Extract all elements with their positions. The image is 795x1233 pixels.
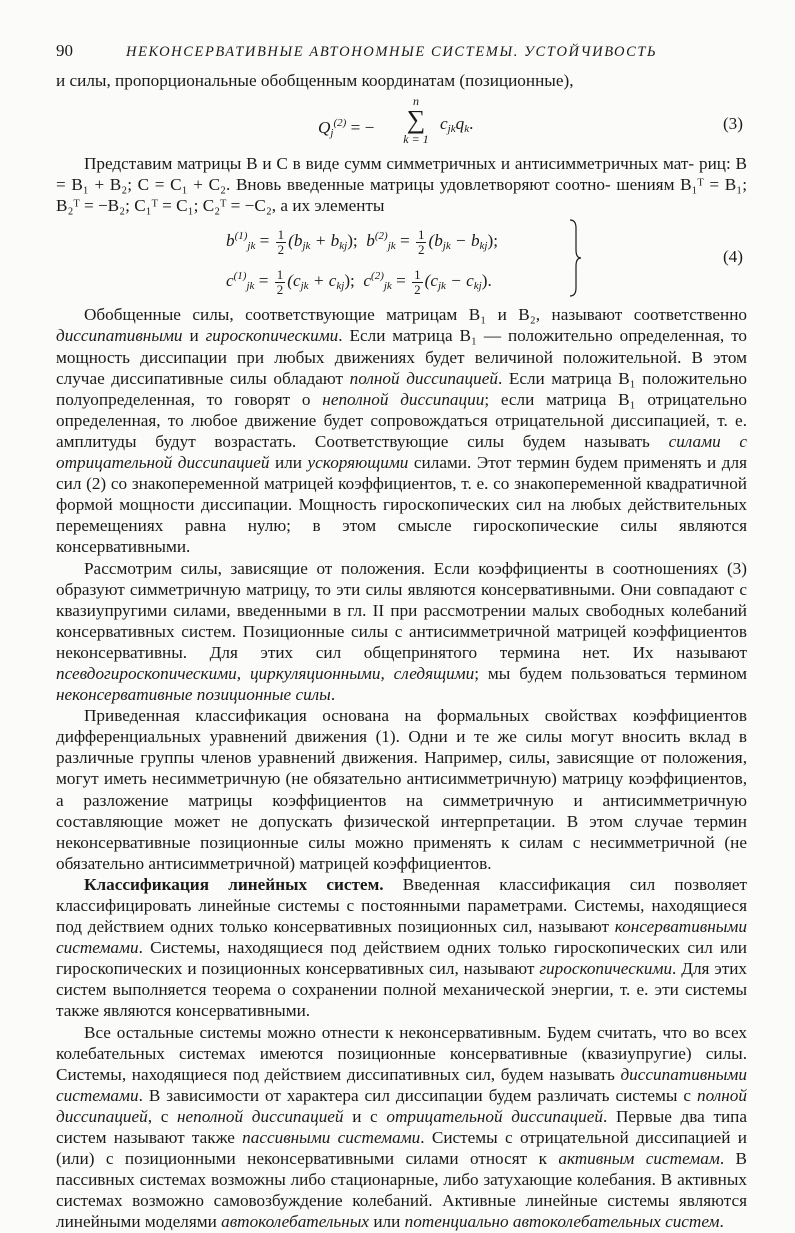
eq3-rhs: $c_{jk}q_k$. [440,114,474,136]
equation-number-4: (4) [722,247,743,267]
sum-symbol: n ∑ k = 1 [403,94,429,147]
page-number: 90 [56,41,73,60]
fraction-half: $\frac{1}{2}$ [277,226,285,257]
fraction-half: $\frac{1}{2}$ [276,266,284,297]
equation-3 [56,91,747,153]
equation-3-formula [318,95,568,151]
intro-line: и силы, пропорциональные обобщенным координатам (позиционные), [56,71,574,90]
paragraph-linear-systems: Классификация линейных систем. Введенная классификация сил позволяет классифицировать линейные системы с постоянными параметрами. Системы, находящиеся под действием одних только консервативных позиционных сил, называют консервативными системами. Системы, находящиеся под действием одних только гироскопических сил или гироскопических и позиционных консервативных сил, называют гироскопическими. Для этих систем выполняется теорема о сохранении полной механической энергии, т. е. эти системы также являются консервативными. [56,874,747,1021]
paragraph-classification-note: Приведенная классификация основана на формальных свойствах коэффициентов дифференциальных уравнений движения (1). Одни и те же силы могут вносить вклад в различные группы членов уравнений движения. Например, силы, зависящие от положения, могут иметь несимметричную (не обязательно антисимметричную) матрицу коэффициентов, а разложение матрицы коэффициентов на симметричную и антисимметричную составляющие может не допускать физической интерпретации. В этом случае термин неконсервативные позиционные силы можно применять к силам с несимметричной (не обязательно антисимметричной) матрицей коэффициентов. [56,706,747,873]
paragraph-matrices: Представим матрицы B и C в виде сумм симметричных и антисимметричных мат- риц: B = B₁ + B₂; C = C₁ + C₂. Вновь введенные матрицы удовлетворяют соотно- шениям B₁ᵀ = B₁; B₂ᵀ = −B₂; C₁ᵀ = C₁; C₂ᵀ = −C₂, а их элементы [56,154,748,216]
running-title: НЕКОНСЕРВАТИВНЫЕ АВТОНОМНЫЕ СИСТЕМЫ. УСТОЙЧИВОСТЬ [126,44,658,60]
page-header [56,40,747,66]
equation-number-3: (3) [722,114,743,134]
fraction-half: $\frac{1}{2}$ [414,266,421,297]
equation-4 [56,218,747,300]
eq3-lhs: $Q_j^{(2)}$ = − [318,117,375,140]
paragraph-generalized-forces: Обобщенные силы, соответствующие матрицам B₁ и B₂, называют соответственно диссипативными и гироскопическими. Если матрица B₁ — положительно определенная, то мощность диссипации при любых движениях будет величиной положительной. В этом случае диссипативные силы обладают полной диссипацией. Если матрица B₁ положительно полуопределенная, то говорят о неполной диссипации; если матрица B₁ отрицательно определенная, то любое движение будет сопровождаться отрицательной диссипацией, т. е. амплитуды будут возрастать. Соответствующие силы будем называть силами с отрицательной диссипацией или ускоряющими силами. Этот термин будем применять и для сил (2) со знакопеременной матрицей коэффициентов, т. е. со знакопеременной квадратичной формой мощности диссипации. Мощность гироскопических сил на любых действительных перемещениях равна нулю; в этом смысле гироскопические силы являются консервативными. [56,305,747,557]
section-heading: Классификация линейных систем. [84,874,384,894]
equation-4-row-c: $c^{(1)}_{jk}$ = $\frac{1}{2}$ $(c_{jk} + c_{kj})$; $c^{(2)}_{jk}$ = $\frac{1}{2}$ $(c_{jk} - c_{kj})$. [226,266,492,297]
right-brace-icon [568,218,582,298]
fraction-half: $\frac{1}{2}$ [417,226,425,257]
equation-4-row-b: $b^{(1)}_{jk}$ = $\frac{1}{2}$ $(b_{jk} + b_{kj})$; $b^{(2)}_{jk}$ = $\frac{1}{2}$ $(b_{jk} - b_{kj})$; [226,226,498,257]
paragraph-positional-forces: Рассмотрим силы, зависящие от положения. Если коэффициенты в соотношениях (3) образуют симметричную матрицу, то эти силы являются консервативными. Они совпадают с квазиупругими силами, введенными в гл. II при рассмотрении малых свободных колебаний консервативных систем. Позиционные силы с антисимметричной матрицей коэффициентов неконсервативны. Для этих сил общепринятого термина нет. Их называют псевдогироскопическими, циркуляционными, следящими; мы будем пользоваться термином неконсервативные позиционные силы. [56,558,747,705]
paragraph-other-systems: Все остальные системы можно отнести к неконсервативным. Будем считать, что во всех колебательных системах имеются позиционные консервативные (квазиупругие) силы. Системы, находящиеся под действием диссипативных сил, будем называть диссипативными системами. В зависимости от характера сил диссипации будем различать системы с полной диссипацией, с неполной диссипацией и с отрицательной диссипацией. Первые два типа систем называют также пассивными системами. Системы с отрицательной диссипацией и (или) с позиционными неконсервативными силами относят к активным системам. В пассивных системах возможны либо стационарные, либо затухающие колебания. В активных системах возможно самовозбуждение колебаний. Активные линейные системы являются линейными моделями автоколебательных или потенциально автоколебательных систем. [56,1022,748,1232]
